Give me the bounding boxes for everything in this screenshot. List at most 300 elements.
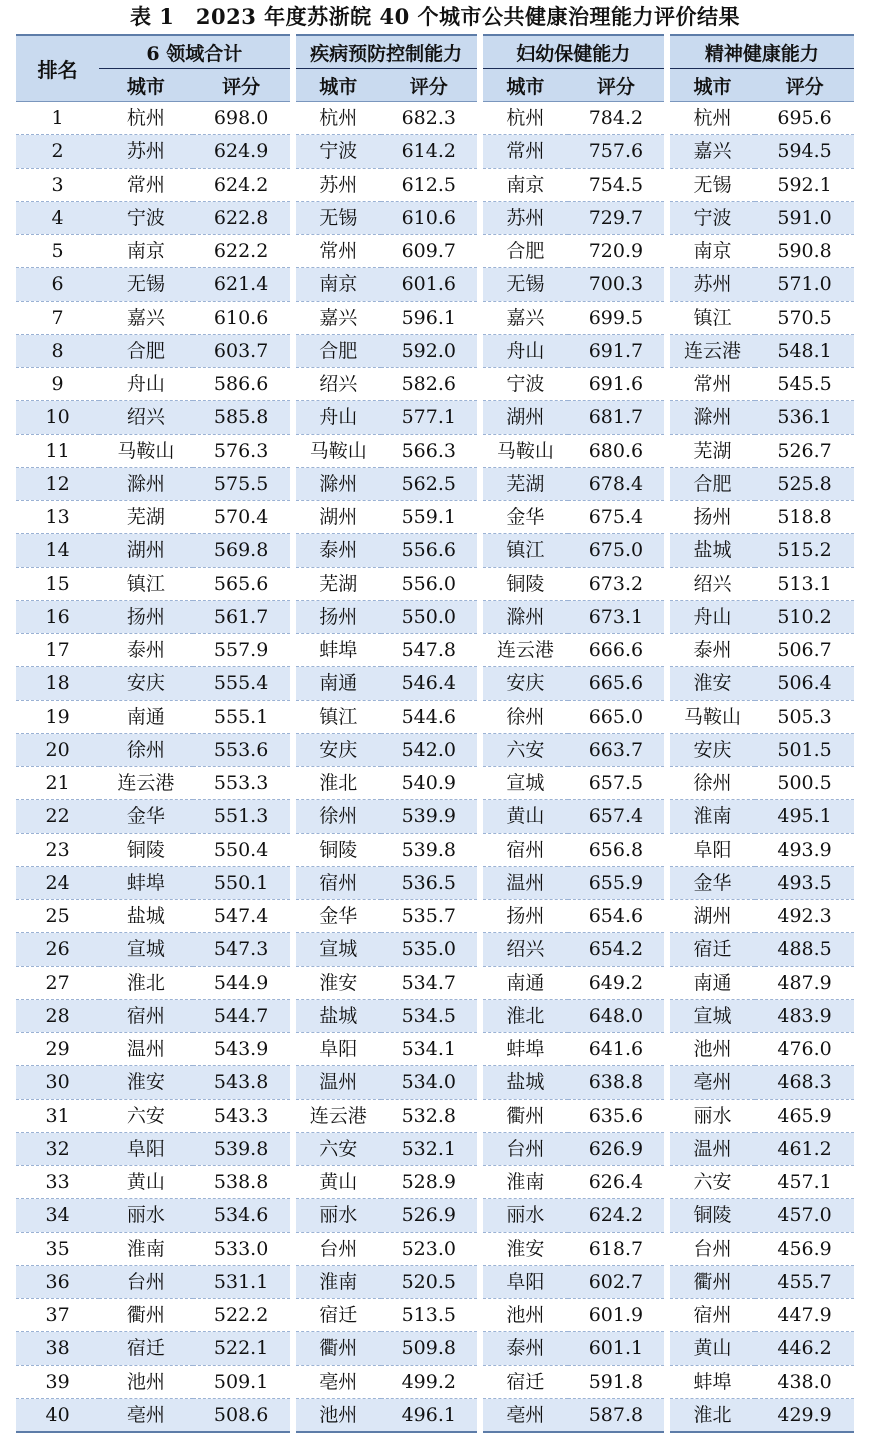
table-row — [16, 1398, 854, 1432]
disease-score-cell: 592.0 — [381, 334, 480, 367]
disease-city-cell: 泰州 — [293, 534, 381, 567]
disease-score-cell: 544.6 — [381, 700, 480, 733]
mental-score-cell: 501.5 — [755, 733, 854, 766]
disease-score-cell: 612.5 — [381, 168, 480, 201]
total-score-cell: 543.3 — [193, 1099, 293, 1132]
total-city-cell: 黄山 — [99, 1166, 193, 1199]
rank-cell: 2 — [16, 135, 99, 168]
maternal-city-cell: 泰州 — [480, 1332, 568, 1365]
rank-cell: 21 — [16, 767, 99, 800]
mental-city-cell: 泰州 — [667, 634, 755, 667]
table-row — [16, 534, 854, 567]
total-city-cell: 连云港 — [99, 767, 193, 800]
disease-score-cell: 535.0 — [381, 933, 480, 966]
group-header-mental-health: 精神健康能力 — [667, 35, 854, 69]
mental-score-cell: 488.5 — [755, 933, 854, 966]
mental-score-cell: 476.0 — [755, 1033, 854, 1066]
disease-score-cell: 513.5 — [381, 1299, 480, 1332]
disease-city-cell: 合肥 — [293, 334, 381, 367]
disease-score-cell: 546.4 — [381, 667, 480, 700]
table-row — [16, 700, 854, 733]
mental-score-cell: 590.8 — [755, 235, 854, 268]
disease-city-cell: 池州 — [293, 1398, 381, 1432]
rank-cell: 15 — [16, 567, 99, 600]
total-city-cell: 南通 — [99, 700, 193, 733]
mental-score-cell: 495.1 — [755, 800, 854, 833]
maternal-city-cell: 衢州 — [480, 1099, 568, 1132]
total-score-cell: 509.1 — [193, 1365, 293, 1398]
maternal-city-cell: 六安 — [480, 733, 568, 766]
maternal-city-cell: 黄山 — [480, 800, 568, 833]
total-city-cell: 无锡 — [99, 268, 193, 301]
disease-score-cell: 559.1 — [381, 501, 480, 534]
rank-cell: 19 — [16, 700, 99, 733]
total-city-cell: 安庆 — [99, 667, 193, 700]
maternal-score-cell: 657.4 — [568, 800, 667, 833]
mental-city-cell: 盐城 — [667, 534, 755, 567]
total-city-cell: 宁波 — [99, 201, 193, 234]
total-city-cell: 嘉兴 — [99, 301, 193, 334]
disease-city-cell: 衢州 — [293, 1332, 381, 1365]
disease-city-cell: 宿州 — [293, 866, 381, 899]
maternal-city-cell: 宿迁 — [480, 1365, 568, 1398]
mental-city-cell: 连云港 — [667, 334, 755, 367]
disease-score-cell: 528.9 — [381, 1166, 480, 1199]
mental-city-cell: 淮安 — [667, 667, 755, 700]
rank-cell: 9 — [16, 368, 99, 401]
total-city-cell: 舟山 — [99, 368, 193, 401]
rank-cell: 40 — [16, 1398, 99, 1432]
disease-city-cell: 绍兴 — [293, 368, 381, 401]
mental-city-cell: 温州 — [667, 1132, 755, 1165]
total-city-cell: 台州 — [99, 1265, 193, 1298]
disease-score-cell: 536.5 — [381, 866, 480, 899]
mental-score-cell: 429.9 — [755, 1398, 854, 1432]
mental-score-cell: 457.1 — [755, 1166, 854, 1199]
disease-score-cell: 532.1 — [381, 1132, 480, 1165]
total-city-cell: 淮南 — [99, 1232, 193, 1265]
total-score-cell: 538.8 — [193, 1166, 293, 1199]
rank-cell: 18 — [16, 667, 99, 700]
table-row — [16, 368, 854, 401]
disease-score-cell: 526.9 — [381, 1199, 480, 1232]
group-header-disease-control: 疾病预防控制能力 — [293, 35, 480, 69]
maternal-city-cell: 马鞍山 — [480, 434, 568, 467]
maternal-score-cell: 641.6 — [568, 1033, 667, 1066]
table-row — [16, 900, 854, 933]
total-score-cell: 610.6 — [193, 301, 293, 334]
table-row — [16, 401, 854, 434]
maternal-score-cell: 754.5 — [568, 168, 667, 201]
total-score-cell: 534.6 — [193, 1199, 293, 1232]
disease-city-cell: 扬州 — [293, 600, 381, 633]
total-score-cell: 576.3 — [193, 434, 293, 467]
maternal-score-cell: 666.6 — [568, 634, 667, 667]
mental-score-cell: 570.5 — [755, 301, 854, 334]
total-score-cell: 565.6 — [193, 567, 293, 600]
maternal-city-cell: 湖州 — [480, 401, 568, 434]
disease-city-cell: 湖州 — [293, 501, 381, 534]
maternal-score-cell: 757.6 — [568, 135, 667, 168]
table-row — [16, 301, 854, 334]
maternal-city-cell: 无锡 — [480, 268, 568, 301]
rank-cell: 11 — [16, 434, 99, 467]
total-score-cell: 575.5 — [193, 467, 293, 500]
score-header: 评分 — [381, 69, 480, 102]
rank-cell: 30 — [16, 1066, 99, 1099]
disease-score-cell: 539.9 — [381, 800, 480, 833]
maternal-score-cell: 699.5 — [568, 301, 667, 334]
maternal-city-cell: 镇江 — [480, 534, 568, 567]
maternal-city-cell: 金华 — [480, 501, 568, 534]
total-score-cell: 621.4 — [193, 268, 293, 301]
maternal-city-cell: 杭州 — [480, 102, 568, 135]
disease-city-cell: 常州 — [293, 235, 381, 268]
total-city-cell: 阜阳 — [99, 1132, 193, 1165]
table-row — [16, 567, 854, 600]
mental-city-cell: 芜湖 — [667, 434, 755, 467]
table-row — [16, 1332, 854, 1365]
table-row — [16, 1299, 854, 1332]
table-row — [16, 1365, 854, 1398]
maternal-city-cell: 芜湖 — [480, 467, 568, 500]
disease-city-cell: 连云港 — [293, 1099, 381, 1132]
mental-city-cell: 滁州 — [667, 401, 755, 434]
table-row — [16, 634, 854, 667]
disease-score-cell: 540.9 — [381, 767, 480, 800]
maternal-score-cell: 675.4 — [568, 501, 667, 534]
total-score-cell: 522.2 — [193, 1299, 293, 1332]
disease-city-cell: 南通 — [293, 667, 381, 700]
total-score-cell: 539.8 — [193, 1132, 293, 1165]
mental-score-cell: 468.3 — [755, 1066, 854, 1099]
maternal-city-cell: 徐州 — [480, 700, 568, 733]
maternal-city-cell: 嘉兴 — [480, 301, 568, 334]
total-score-cell: 531.1 — [193, 1265, 293, 1298]
total-city-cell: 镇江 — [99, 567, 193, 600]
rank-cell: 38 — [16, 1332, 99, 1365]
maternal-score-cell: 626.4 — [568, 1166, 667, 1199]
rank-cell: 26 — [16, 933, 99, 966]
mental-city-cell: 合肥 — [667, 467, 755, 500]
group-header-maternal-child: 妇幼保健能力 — [480, 35, 667, 69]
total-city-cell: 绍兴 — [99, 401, 193, 434]
mental-score-cell: 483.9 — [755, 999, 854, 1032]
mental-city-cell: 阜阳 — [667, 833, 755, 866]
maternal-score-cell: 657.5 — [568, 767, 667, 800]
maternal-score-cell: 618.7 — [568, 1232, 667, 1265]
rank-cell: 23 — [16, 833, 99, 866]
table-row — [16, 600, 854, 633]
rank-cell: 10 — [16, 401, 99, 434]
maternal-score-cell: 665.6 — [568, 667, 667, 700]
maternal-score-cell: 654.6 — [568, 900, 667, 933]
maternal-city-cell: 扬州 — [480, 900, 568, 933]
maternal-city-cell: 宣城 — [480, 767, 568, 800]
mental-score-cell: 536.1 — [755, 401, 854, 434]
mental-score-cell: 525.8 — [755, 467, 854, 500]
disease-score-cell: 582.6 — [381, 368, 480, 401]
total-city-cell: 马鞍山 — [99, 434, 193, 467]
mental-city-cell: 金华 — [667, 866, 755, 899]
maternal-score-cell: 626.9 — [568, 1132, 667, 1165]
mental-score-cell: 515.2 — [755, 534, 854, 567]
maternal-city-cell: 常州 — [480, 135, 568, 168]
disease-city-cell: 宿迁 — [293, 1299, 381, 1332]
mental-city-cell: 丽水 — [667, 1099, 755, 1132]
rank-cell: 6 — [16, 268, 99, 301]
total-city-cell: 池州 — [99, 1365, 193, 1398]
disease-city-cell: 蚌埠 — [293, 634, 381, 667]
total-score-cell: 508.6 — [193, 1398, 293, 1432]
total-score-cell: 547.4 — [193, 900, 293, 933]
mental-city-cell: 铜陵 — [667, 1199, 755, 1232]
total-score-cell: 624.9 — [193, 135, 293, 168]
maternal-score-cell: 638.8 — [568, 1066, 667, 1099]
table-row — [16, 168, 854, 201]
total-score-cell: 622.8 — [193, 201, 293, 234]
disease-score-cell: 534.0 — [381, 1066, 480, 1099]
mental-score-cell: 438.0 — [755, 1365, 854, 1398]
disease-score-cell: 539.8 — [381, 833, 480, 866]
disease-city-cell: 苏州 — [293, 168, 381, 201]
mental-city-cell: 舟山 — [667, 600, 755, 633]
total-score-cell: 550.1 — [193, 866, 293, 899]
maternal-score-cell: 681.7 — [568, 401, 667, 434]
mental-city-cell: 亳州 — [667, 1066, 755, 1099]
disease-city-cell: 无锡 — [293, 201, 381, 234]
maternal-city-cell: 阜阳 — [480, 1265, 568, 1298]
maternal-score-cell: 601.9 — [568, 1299, 667, 1332]
total-city-cell: 合肥 — [99, 334, 193, 367]
total-city-cell: 宣城 — [99, 933, 193, 966]
table-row — [16, 1199, 854, 1232]
mental-score-cell: 591.0 — [755, 201, 854, 234]
mental-city-cell: 蚌埠 — [667, 1365, 755, 1398]
score-header: 评分 — [568, 69, 667, 102]
table-row — [16, 1033, 854, 1066]
disease-city-cell: 徐州 — [293, 800, 381, 833]
rank-cell: 25 — [16, 900, 99, 933]
table-row — [16, 966, 854, 999]
maternal-score-cell: 700.3 — [568, 268, 667, 301]
maternal-city-cell: 蚌埠 — [480, 1033, 568, 1066]
mental-city-cell: 淮北 — [667, 1398, 755, 1432]
city-header: 城市 — [480, 69, 568, 102]
disease-score-cell: 577.1 — [381, 401, 480, 434]
table-row — [16, 933, 854, 966]
total-score-cell: 543.9 — [193, 1033, 293, 1066]
total-city-cell: 芜湖 — [99, 501, 193, 534]
total-score-cell: 553.3 — [193, 767, 293, 800]
table-row — [16, 1166, 854, 1199]
rank-cell: 36 — [16, 1265, 99, 1298]
mental-score-cell: 492.3 — [755, 900, 854, 933]
maternal-score-cell: 587.8 — [568, 1398, 667, 1432]
total-score-cell: 550.4 — [193, 833, 293, 866]
mental-city-cell: 杭州 — [667, 102, 755, 135]
maternal-city-cell: 铜陵 — [480, 567, 568, 600]
mental-score-cell: 493.5 — [755, 866, 854, 899]
total-score-cell: 555.4 — [193, 667, 293, 700]
total-score-cell: 544.7 — [193, 999, 293, 1032]
total-score-cell: 557.9 — [193, 634, 293, 667]
total-score-cell: 698.0 — [193, 102, 293, 135]
total-city-cell: 常州 — [99, 168, 193, 201]
table-row — [16, 1099, 854, 1132]
disease-city-cell: 亳州 — [293, 1365, 381, 1398]
maternal-city-cell: 宁波 — [480, 368, 568, 401]
total-city-cell: 六安 — [99, 1099, 193, 1132]
disease-score-cell: 562.5 — [381, 467, 480, 500]
total-score-cell: 533.0 — [193, 1232, 293, 1265]
mental-city-cell: 镇江 — [667, 301, 755, 334]
maternal-score-cell: 691.7 — [568, 334, 667, 367]
mental-city-cell: 宣城 — [667, 999, 755, 1032]
disease-score-cell: 566.3 — [381, 434, 480, 467]
rank-cell: 37 — [16, 1299, 99, 1332]
disease-score-cell: 610.6 — [381, 201, 480, 234]
rank-cell: 13 — [16, 501, 99, 534]
mental-score-cell: 456.9 — [755, 1232, 854, 1265]
disease-city-cell: 丽水 — [293, 1199, 381, 1232]
mental-city-cell: 南京 — [667, 235, 755, 268]
score-header: 评分 — [193, 69, 293, 102]
total-score-cell: 569.8 — [193, 534, 293, 567]
maternal-score-cell: 663.7 — [568, 733, 667, 766]
mental-score-cell: 506.7 — [755, 634, 854, 667]
table-row — [16, 667, 854, 700]
rank-cell: 35 — [16, 1232, 99, 1265]
disease-city-cell: 金华 — [293, 900, 381, 933]
disease-score-cell: 609.7 — [381, 235, 480, 268]
mental-city-cell: 无锡 — [667, 168, 755, 201]
table-row — [16, 467, 854, 500]
disease-score-cell: 596.1 — [381, 301, 480, 334]
maternal-city-cell: 滁州 — [480, 600, 568, 633]
maternal-city-cell: 宿州 — [480, 833, 568, 866]
city-header: 城市 — [99, 69, 193, 102]
total-score-cell: 555.1 — [193, 700, 293, 733]
maternal-score-cell: 648.0 — [568, 999, 667, 1032]
disease-score-cell: 542.0 — [381, 733, 480, 766]
maternal-score-cell: 591.8 — [568, 1365, 667, 1398]
total-city-cell: 宿迁 — [99, 1332, 193, 1365]
total-city-cell: 温州 — [99, 1033, 193, 1066]
total-score-cell: 543.8 — [193, 1066, 293, 1099]
mental-score-cell: 695.6 — [755, 102, 854, 135]
table-row — [16, 999, 854, 1032]
maternal-score-cell: 656.8 — [568, 833, 667, 866]
disease-city-cell: 台州 — [293, 1232, 381, 1265]
mental-score-cell: 500.5 — [755, 767, 854, 800]
rank-cell: 5 — [16, 235, 99, 268]
disease-city-cell: 南京 — [293, 268, 381, 301]
rank-cell: 31 — [16, 1099, 99, 1132]
maternal-city-cell: 南通 — [480, 966, 568, 999]
rank-cell: 12 — [16, 467, 99, 500]
total-city-cell: 南京 — [99, 235, 193, 268]
table-row — [16, 1232, 854, 1265]
total-score-cell: 551.3 — [193, 800, 293, 833]
maternal-city-cell: 亳州 — [480, 1398, 568, 1432]
total-city-cell: 扬州 — [99, 600, 193, 633]
maternal-score-cell: 784.2 — [568, 102, 667, 135]
disease-score-cell: 534.5 — [381, 999, 480, 1032]
disease-score-cell: 532.8 — [381, 1099, 480, 1132]
disease-score-cell: 601.6 — [381, 268, 480, 301]
maternal-score-cell: 678.4 — [568, 467, 667, 500]
maternal-city-cell: 南京 — [480, 168, 568, 201]
score-header: 评分 — [755, 69, 854, 102]
rank-cell: 20 — [16, 733, 99, 766]
mental-city-cell: 池州 — [667, 1033, 755, 1066]
table-row — [16, 268, 854, 301]
maternal-score-cell: 673.2 — [568, 567, 667, 600]
maternal-city-cell: 安庆 — [480, 667, 568, 700]
ranking-table — [16, 34, 854, 1433]
total-city-cell: 杭州 — [99, 102, 193, 135]
mental-city-cell: 六安 — [667, 1166, 755, 1199]
maternal-city-cell: 苏州 — [480, 201, 568, 234]
maternal-city-cell: 舟山 — [480, 334, 568, 367]
disease-city-cell: 舟山 — [293, 401, 381, 434]
total-city-cell: 宿州 — [99, 999, 193, 1032]
disease-score-cell: 535.7 — [381, 900, 480, 933]
total-city-cell: 丽水 — [99, 1199, 193, 1232]
mental-score-cell: 455.7 — [755, 1265, 854, 1298]
mental-city-cell: 绍兴 — [667, 567, 755, 600]
rank-cell: 33 — [16, 1166, 99, 1199]
mental-city-cell: 苏州 — [667, 268, 755, 301]
disease-city-cell: 淮北 — [293, 767, 381, 800]
maternal-city-cell: 盐城 — [480, 1066, 568, 1099]
maternal-city-cell: 温州 — [480, 866, 568, 899]
total-score-cell: 561.7 — [193, 600, 293, 633]
mental-city-cell: 徐州 — [667, 767, 755, 800]
table-row — [16, 833, 854, 866]
maternal-score-cell: 635.6 — [568, 1099, 667, 1132]
rank-cell: 22 — [16, 800, 99, 833]
disease-city-cell: 黄山 — [293, 1166, 381, 1199]
disease-score-cell: 614.2 — [381, 135, 480, 168]
mental-city-cell: 宁波 — [667, 201, 755, 234]
mental-score-cell: 447.9 — [755, 1299, 854, 1332]
total-city-cell: 铜陵 — [99, 833, 193, 866]
total-city-cell: 苏州 — [99, 135, 193, 168]
rank-cell: 27 — [16, 966, 99, 999]
disease-score-cell: 556.0 — [381, 567, 480, 600]
mental-score-cell: 510.2 — [755, 600, 854, 633]
total-score-cell: 586.6 — [193, 368, 293, 401]
maternal-city-cell: 台州 — [480, 1132, 568, 1165]
maternal-score-cell: 624.2 — [568, 1199, 667, 1232]
maternal-city-cell: 合肥 — [480, 235, 568, 268]
table-row — [16, 800, 854, 833]
rank-cell: 34 — [16, 1199, 99, 1232]
rank-cell: 4 — [16, 201, 99, 234]
mental-city-cell: 黄山 — [667, 1332, 755, 1365]
rank-cell: 1 — [16, 102, 99, 135]
table-row — [16, 1132, 854, 1165]
mental-city-cell: 嘉兴 — [667, 135, 755, 168]
maternal-city-cell: 淮安 — [480, 1232, 568, 1265]
maternal-score-cell: 665.0 — [568, 700, 667, 733]
disease-city-cell: 镇江 — [293, 700, 381, 733]
rank-cell: 32 — [16, 1132, 99, 1165]
maternal-score-cell: 729.7 — [568, 201, 667, 234]
total-score-cell: 547.3 — [193, 933, 293, 966]
